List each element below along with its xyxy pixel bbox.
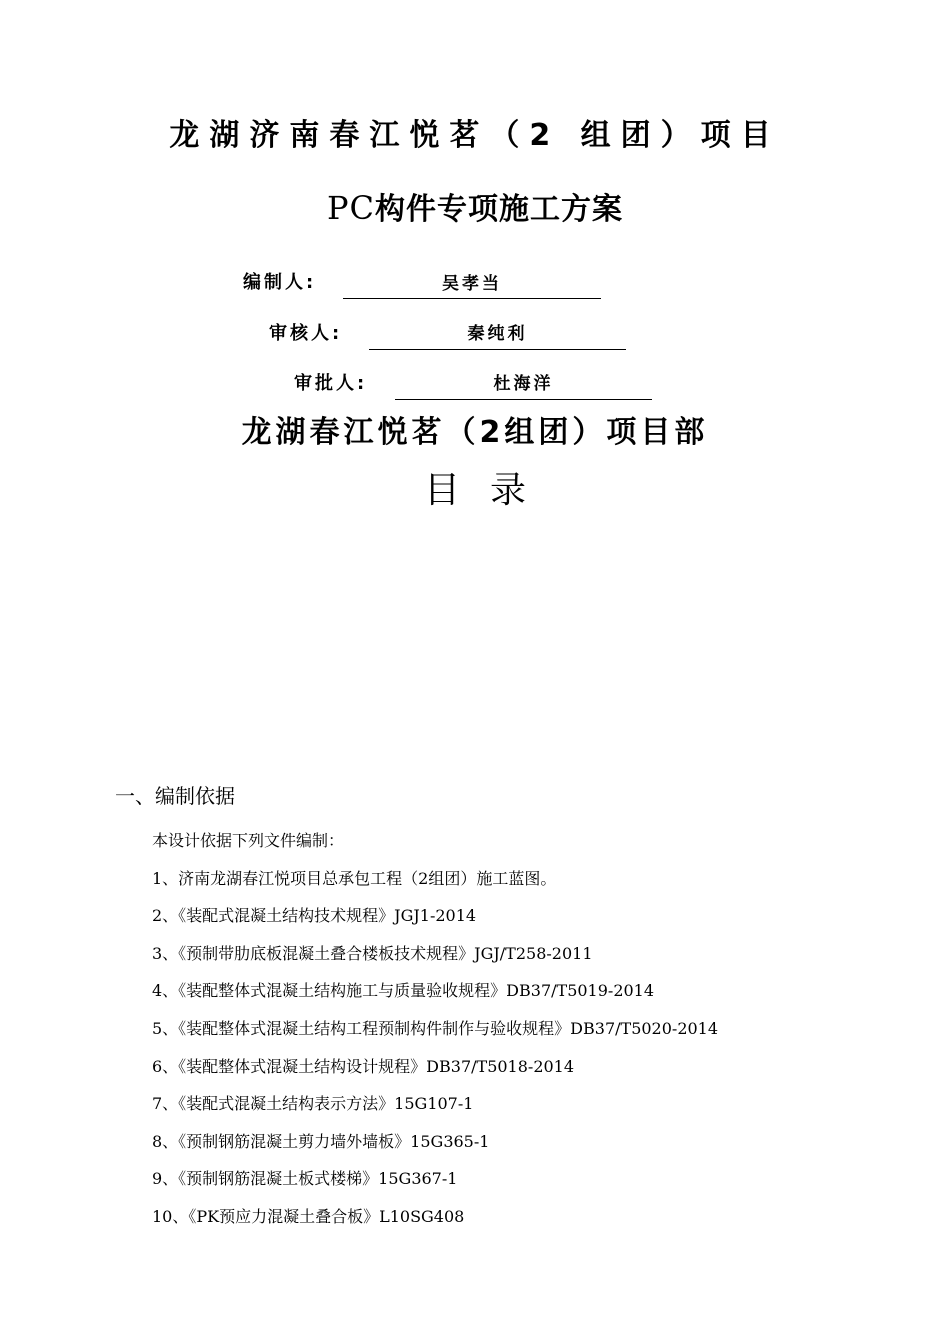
compiler-name: 吴孝当 — [442, 274, 502, 294]
project-department: 龙湖春江悦茗（2组团）项目部 — [241, 415, 709, 450]
list-item: 9、《预制钢筋混凝土板式楼梯》15G367-1 — [152, 1169, 458, 1189]
reviewer-label: 审核人: — [269, 323, 343, 344]
list-item: 4、《装配整体式混凝土结构施工与质量验收规程》DB37/T5019-2014 — [152, 981, 655, 1001]
subtitle-latin: PC — [326, 189, 375, 227]
document-title: 龙湖济南春江悦茗（2 组团）项目 — [169, 118, 781, 153]
reviewer-underline — [369, 349, 626, 350]
document-subtitle — [0, 184, 950, 228]
list-item: 3、《预制带肋底板混凝土叠合楼板技术规程》JGJ/T258-2011 — [152, 943, 593, 963]
reviewer-name: 秦纯利 — [467, 324, 528, 344]
section-heading: 一、编制依据 — [115, 784, 235, 808]
list-item: 7、《装配式混凝土结构表示方法》15G107-1 — [152, 1094, 474, 1114]
list-item: 6、《装配整体式混凝土结构设计规程》DB37/T5018-2014 — [152, 1056, 575, 1076]
compiler-label: 编制人: — [243, 272, 317, 293]
subtitle-text: 构件专项施工方案 — [375, 192, 623, 227]
approver-name: 杜海洋 — [493, 374, 554, 394]
list-item: 2、《装配式混凝土结构技术规程》JGJ1-2014 — [152, 906, 477, 926]
basis-list — [152, 826, 718, 1240]
list-item: 5、《装配整体式混凝土结构工程预制构件制作与验收规程》DB37/T5020-2014 — [152, 1018, 719, 1038]
approver-label: 审批人: — [294, 373, 368, 394]
approver-underline — [395, 399, 652, 400]
list-item: 本设计依据下列文件编制： — [152, 831, 345, 850]
list-item: 8、《预制钢筋混凝土剪力墙外墙板》15G365-1 — [152, 1131, 490, 1151]
compiler-underline — [343, 298, 601, 299]
list-item: 10、《PK预应力混凝土叠合板》L10SG408 — [152, 1206, 465, 1226]
toc-title: 目录 — [423, 470, 556, 511]
list-item: 1、济南龙湖春江悦项目总承包工程（2组团）施工蓝图。 — [152, 868, 557, 888]
